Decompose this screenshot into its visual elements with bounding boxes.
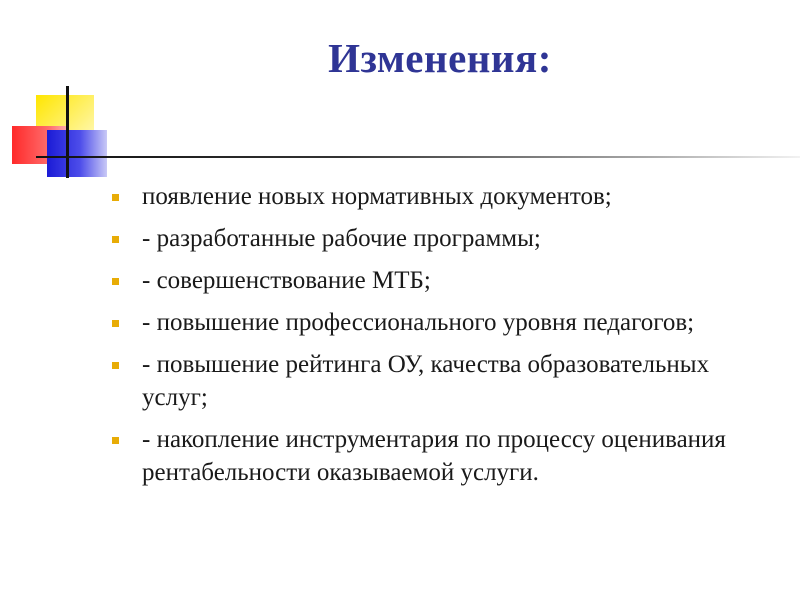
bullet-text: - разработанные рабочие программы; (142, 225, 541, 252)
blue-square (47, 130, 107, 177)
square-bullet-icon (112, 278, 119, 285)
square-bullet-icon (112, 437, 119, 444)
bullet-item (112, 222, 752, 255)
square-bullet-icon (112, 194, 119, 201)
title-divider (36, 156, 800, 158)
bullet-text: - повышение рейтинга ОУ, качества образовательных услуг; (142, 351, 710, 411)
square-bullet-icon (112, 362, 119, 369)
bullet-text: - накопление инструментария по процессу оценивания рентабельности оказываемой услуги. (142, 426, 726, 486)
bullet-item (112, 306, 752, 339)
slide-title: Изменения: (328, 35, 552, 81)
logo-vertical-line (66, 86, 69, 178)
square-bullet-icon (112, 320, 119, 327)
bullet-item (112, 423, 752, 489)
bullet-item (112, 264, 752, 297)
bullet-text: - совершенствование МТБ; (142, 267, 431, 294)
bullet-text: появление новых нормативных документов; (142, 183, 612, 210)
bullet-item (112, 180, 752, 213)
square-bullet-icon (112, 236, 119, 243)
bullet-list (112, 180, 752, 498)
bullet-item (112, 348, 752, 414)
bullet-text: - повышение профессионального уровня педагогов; (142, 309, 695, 336)
